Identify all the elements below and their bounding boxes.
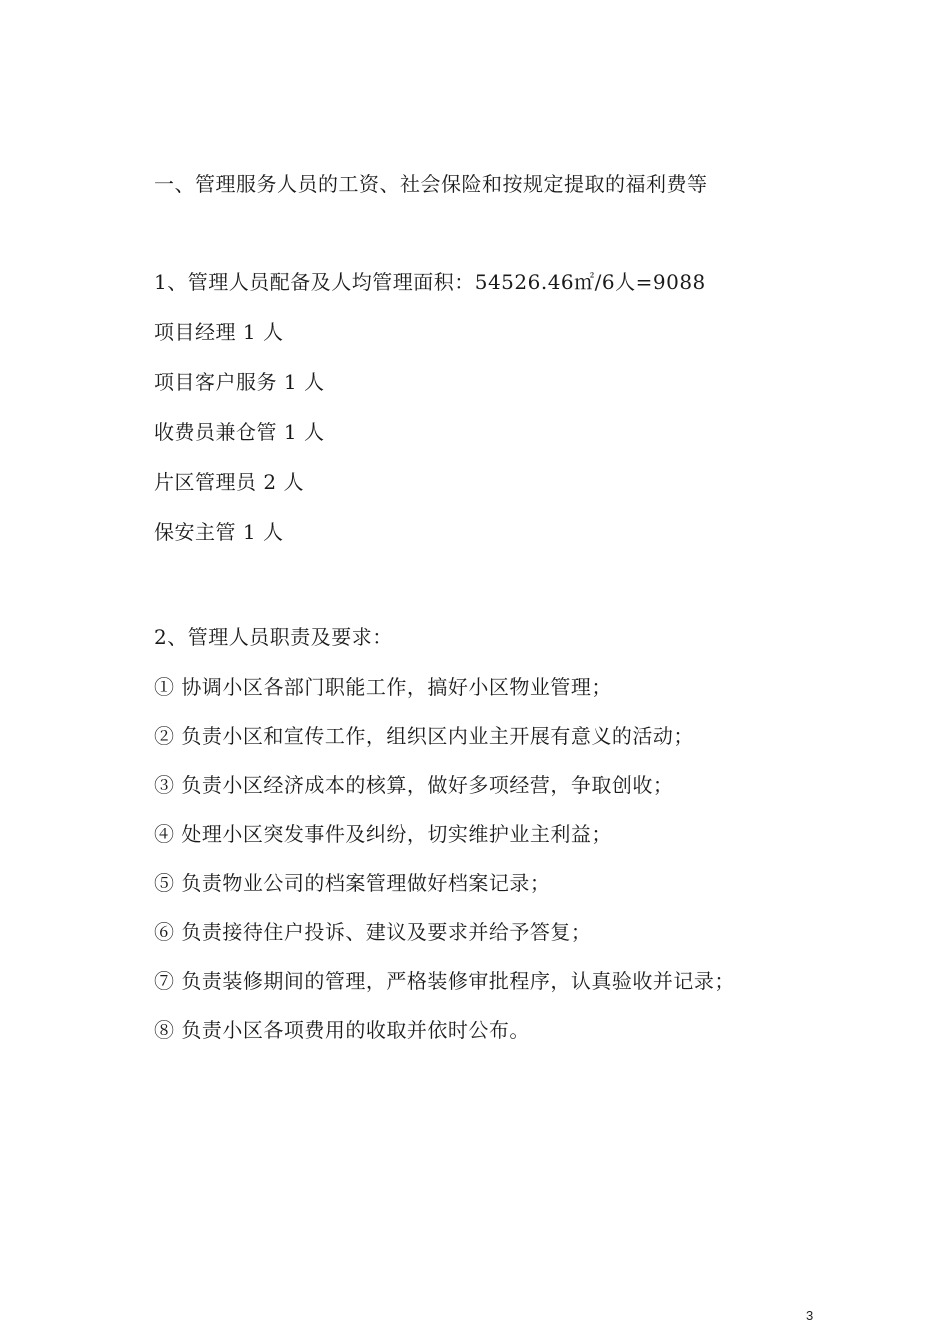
duty-item: ④ 处理小区突发事件及纠纷，切实维护业主利益； — [154, 822, 612, 846]
duty-item: ⑤ 负责物业公司的档案管理做好档案记录； — [154, 871, 551, 895]
staff-item: 项目客户服务 1 人 — [154, 370, 325, 394]
duty-item: ⑧ 负责小区各项费用的收取并依时公布。 — [154, 1018, 530, 1042]
duty-item: ⑦ 负责装修期间的管理，严格装修审批程序，认真验收并记录； — [154, 969, 735, 993]
staff-item: 收费员兼仓管 1 人 — [154, 420, 325, 444]
staff-item: 保安主管 1 人 — [154, 520, 284, 544]
duty-item: ⑥ 负责接待住户投诉、建议及要求并给予答复； — [154, 920, 592, 944]
duty-item: ② 负责小区和宣传工作，组织区内业主开展有意义的活动； — [154, 724, 694, 748]
duty-item: ① 协调小区各部门职能工作，搞好小区物业管理； — [154, 675, 612, 699]
staff-item: 项目经理 1 人 — [154, 320, 284, 344]
duties-heading: 2、管理人员职责及要求： — [154, 625, 393, 649]
section-title: 一、管理服务人员的工资、社会保险和按规定提取的福利费等 — [154, 172, 708, 196]
staff-item: 片区管理员 2 人 — [154, 470, 304, 494]
staffing-heading: 1、管理人员配备及人均管理面积：54526.46㎡/6人=9088 — [154, 270, 706, 294]
duty-item: ③ 负责小区经济成本的核算，做好多项经营，争取创收； — [154, 773, 674, 797]
page-number: 3 — [806, 1308, 814, 1323]
